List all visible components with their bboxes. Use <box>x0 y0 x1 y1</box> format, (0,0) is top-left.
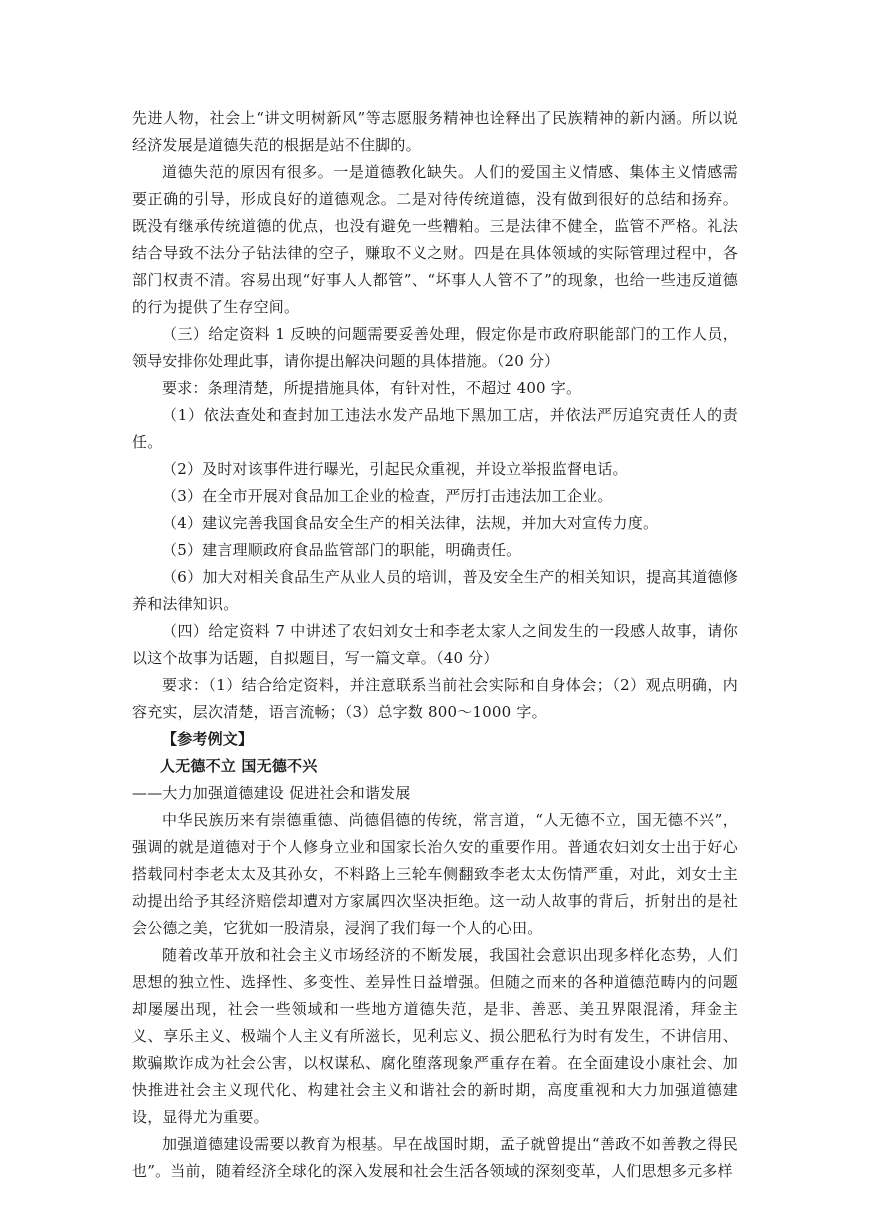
essay-subtitle: ——大力加强道德建设 促进社会和谐发展 <box>132 784 411 802</box>
question-three: （三）给定资料 1 反映的问题需要妥善处理，假定你是市政府职能部门的工作人员，领导安排你处理此事，请你提出解决问题的具体措施。（20 分） <box>132 325 738 370</box>
essay-paragraph-3: 加强道德建设需要以教育为根基。早在战国时期，孟子就曾提出“善政不如善教之得民也”。当前，随着经济全球化的深入发展和社会生活各领域的深刻变革，人们思想多元多样 <box>132 1135 738 1180</box>
paragraph-causes: 道德失范的原因有很多。一是道德教化缺失。人们的爱国主义情感、集体主义情感需要正确的引导，形成良好的道德观念。二是对待传统道德，没有做到很好的总结和扬弃。既没有继承传统道德的优点，也没有避免一些糟粕。三是法律不健全，监管不严格。礼法结合导致不法分子钻法律的空子，赚取不义之财。四是在具体领域的实际管理过程中，各部门权责不清。容易出现“好事人人都管”、“坏事人人管不了”的现象，也给一些违反道德的行为提供了生存空间。 <box>132 163 738 316</box>
question-four-requirement: 要求：（1）结合给定资料，并注意联系当前社会实际和自身体会；（2）观点明确，内容充实，层次清楚，语言流畅；（3）总字数 800～1000 字。 <box>132 676 738 721</box>
essay-paragraph-1: 中华民族历来有崇德重德、尚德倡德的传统，常言道，“人无德不立，国无德不兴”，强调的就是道德对于个人修身立业和国家长治久安的重要作用。普通农妇刘女士出于好心搭载同村李老太太及其孙女，不料路上三轮车侧翻致李老太太伤情严重，对此，刘女士主动提出给予其经济赔偿却遭对方家属四次坚决拒绝。这一动人故事的背后，折射出的是社会公德之美，它犹如一股清泉，浸润了我们每一个人的心田。 <box>132 811 738 937</box>
paragraph-continuation: 先进人物，社会上“讲文明树新风”等志愿服务精神也诠释出了民族精神的新内涵。所以说经济发展是道德失范的根据是站不住脚的。 <box>132 109 738 154</box>
reference-essay-heading: 【参考例文】 <box>162 730 254 748</box>
measure-item-6: （6）加大对相关食品生产从业人员的培训，普及安全生产的相关知识，提高其道德修养和法律知识。 <box>132 568 738 613</box>
measure-item-4: （4）建议完善我国食品安全生产的相关法律，法规，并加大对宣传力度。 <box>162 514 659 532</box>
measure-item-2: （2）及时对该事件进行曝光，引起民众重视，并设立举报监督电话。 <box>162 460 628 478</box>
measure-item-5: （5）建言理顺政府食品监管部门的职能，明确责任。 <box>162 541 522 559</box>
essay-title: 人无德不立 国无德不兴 <box>160 757 318 775</box>
measure-item-1: （1）依法查处和查封加工违法水发产品地下黑加工店，并依法严厉追究责任人的责任。 <box>132 406 738 451</box>
document-page <box>132 105 738 1185</box>
measure-item-3: （3）在全市开展对食品加工企业的检查，严厉打击违法加工企业。 <box>162 487 613 505</box>
question-three-requirement: 要求：条理清楚，所提措施具体，有针对性，不超过 400 字。 <box>162 379 582 397</box>
question-four: （四）给定资料 7 中讲述了农妇刘女士和李老太家人之间发生的一段感人故事，请你以这个故事为话题，自拟题目，写一篇文章。（40 分） <box>132 622 738 667</box>
essay-paragraph-2: 随着改革开放和社会主义市场经济的不断发展，我国社会意识出现多样化态势，人们思想的独立性、选择性、多变性、差异性日益增强。但随之而来的各种道德范畴内的问题却屡屡出现，社会一些领域和一些地方道德失范，是非、善恶、美丑界限混淆，拜金主义、享乐主义、极端个人主义有所滋长，见利忘义、损公肥私行为时有发生，不讲信用、欺骗欺诈成为社会公害，以权谋私、腐化堕落现象严重存在着。在全面建设小康社会、加快推进社会主义现代化、构建社会主义和谐社会的新时期，高度重视和大力加强道德建设，显得尤为重要。 <box>132 946 738 1126</box>
